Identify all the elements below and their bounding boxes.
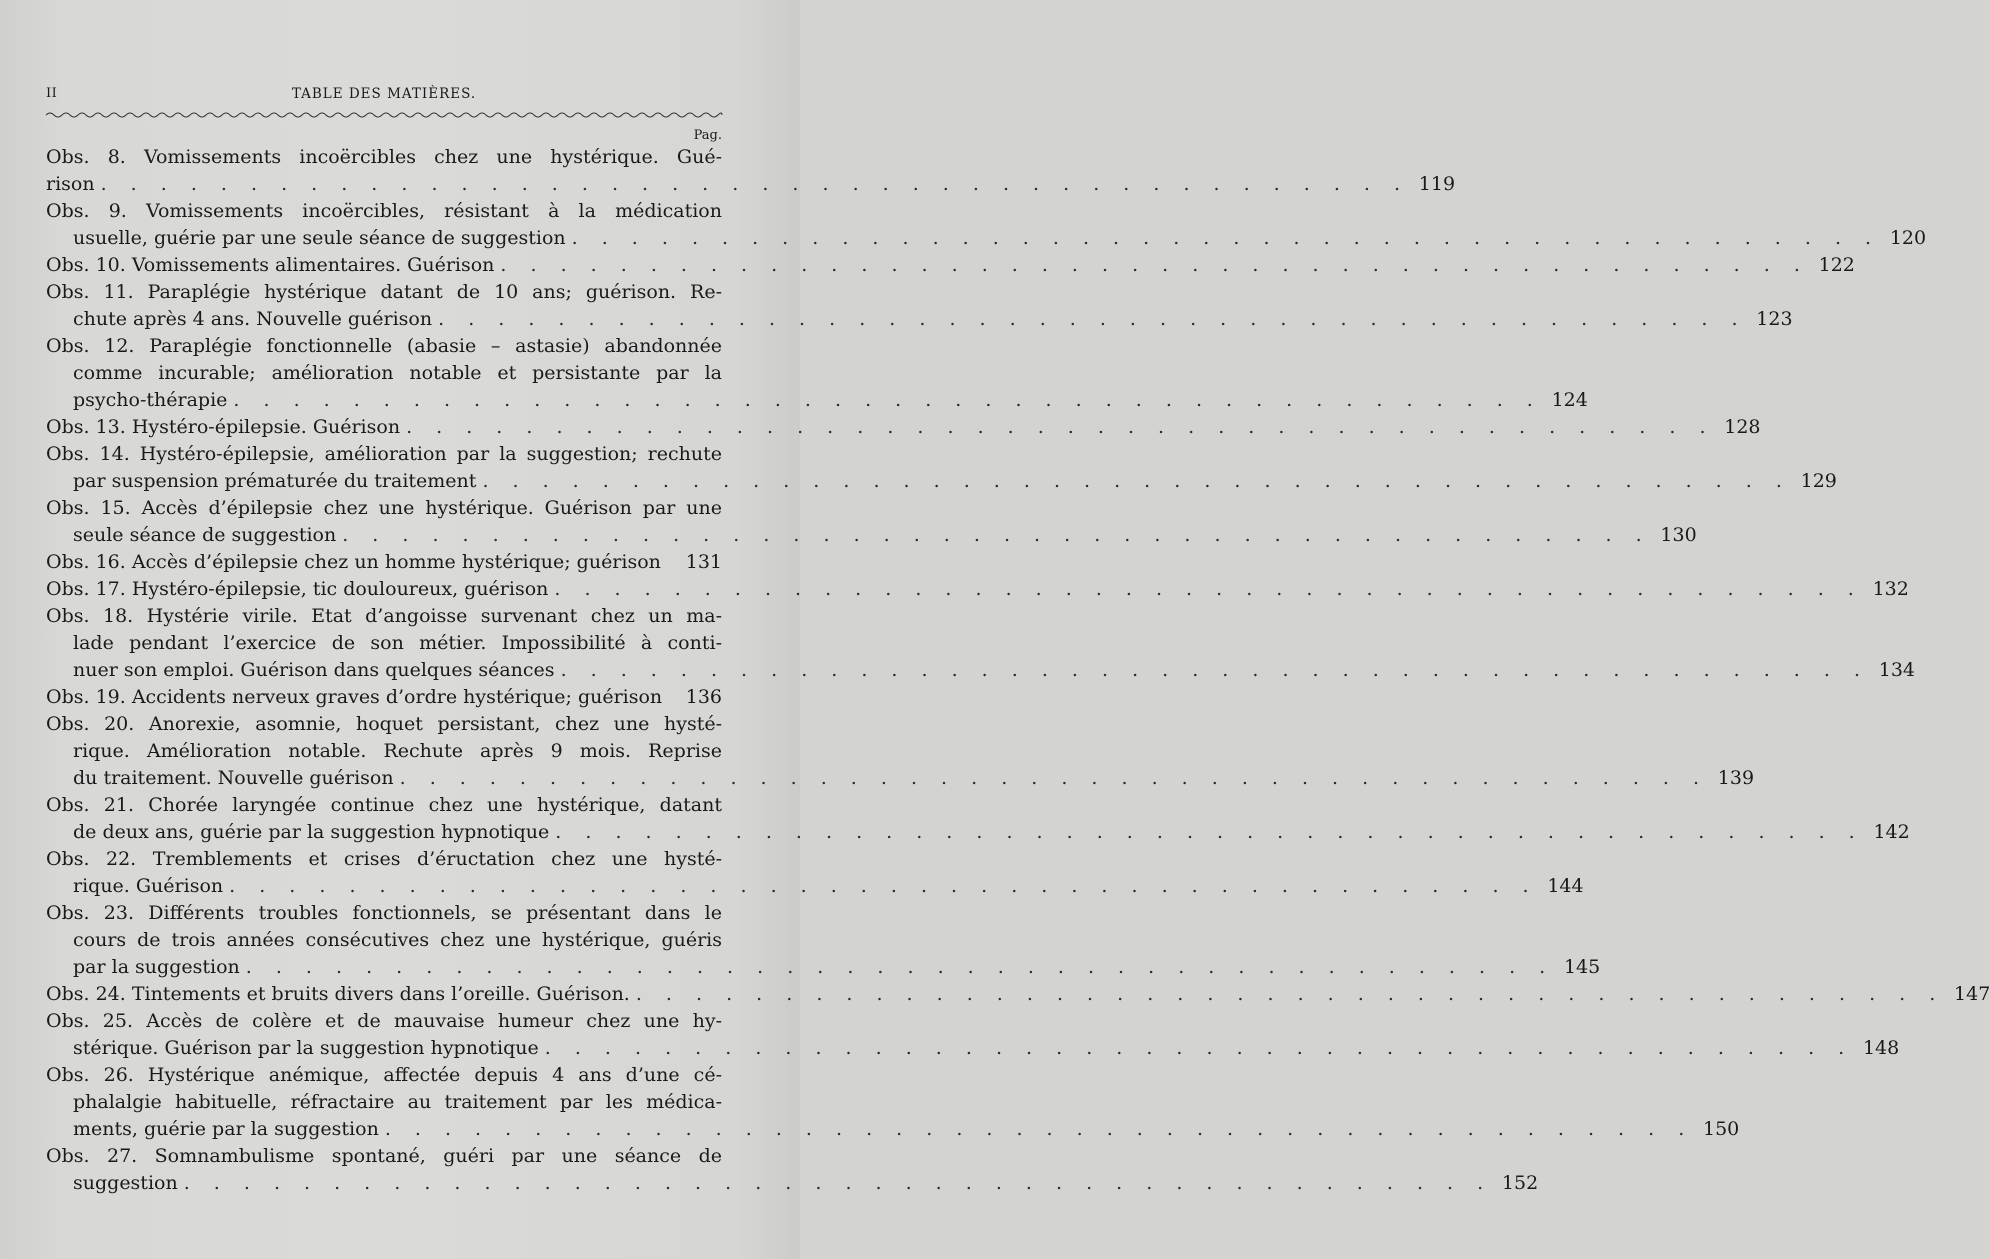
toc-page-number: 148 [1862,1037,1900,1059]
toc-entry-text: par suspension prématurée du traitement [73,470,477,492]
toc-line [46,414,1761,441]
toc-line [46,765,1755,792]
toc-entry-text: Obs. 26. Hystérique anémique, affectée depuis 4 ans d’une cé- [46,1064,722,1086]
toc-entry-text: Obs. 22. Tremblements et crises d’éructation chez une hysté- [46,848,722,870]
toc-line [46,1035,1900,1062]
dot-leader: . . . . . . . . . . . . . . . . . . . . . . . . . . . . . . . . . . . . . . . . . . . . [482,470,1791,492]
toc-entry-text: Obs. 8. Vomissements incoërcibles chez une hystérique. Gué- [46,146,722,168]
toc-page-number: 123 [1756,308,1793,330]
toc-entry-text: psycho-thérapie [73,389,228,411]
toc-line [46,630,722,657]
toc-entry-text: de deux ans, guérie par la suggestion hypnotique [73,821,550,843]
toc-line [46,549,722,576]
toc-line [46,846,722,873]
toc-page-number: 124 [1551,389,1588,411]
dot-leader: . . . . . . . . . . . . . . . . . . . . . . . . . . . . . . . . . . . . . . . . . . . . [554,578,1863,600]
toc-line [46,495,722,522]
toc-entry-text: rison [46,173,95,195]
toc-entry-text: rique. Guérison [73,875,224,897]
toc-entry-text: Obs. 18. Hystérie virile. Etat d’angoisse survenant chez un ma- [46,605,722,627]
toc-entry-text: rique. Amélioration notable. Rechute après 9 mois. Reprise [73,740,722,762]
toc-entry-text: Obs. 17. Hystéro-épilepsie, tic douloureux, guérison [46,578,549,600]
dot-leader: . . . . . . . . . . . . . . . . . . . . . . . . . . . . . . . . . . . . . . . . . . . . [399,767,1709,789]
dot-leader: . . . . . . . . . . . . . . . . . . . . . . . . . . . . . . . . . . . . . . . . . . . . [233,389,1542,411]
toc-entry-text: Obs. 12. Paraplégie fonctionnelle (abasie – astasie) abandonnée [46,335,722,357]
toc-line [46,360,722,387]
dot-leader: . . . . . . . . . . . . . . . . . . . . . . . . . . . . . . . . . . . . . . . . . . . . [100,173,1410,195]
toc-line [46,387,1588,414]
toc-line [46,576,1909,603]
toc-entry-text: comme incurable; amélioration notable et persistante par la [73,362,722,384]
toc-line [46,171,1456,198]
toc-line [46,900,722,927]
toc-line [46,441,722,468]
toc-entry-text: Obs. 9. Vomissements incoërcibles, résistant à la médication [46,200,722,222]
running-head [46,86,722,108]
toc-page-number: 144 [1547,875,1584,897]
toc-entry-text: Obs. 16. Accès d’épilepsie chez un homme hystérique; guérison [46,551,661,573]
toc-line [46,819,1910,846]
dot-leader: . . . . . . . . . . . . . . . . . . . . . . . . . . . . . . . . . . . . . . . . . . . . [183,1172,1493,1194]
toc-line [46,1008,722,1035]
toc-line [46,792,722,819]
toc-line [46,468,1837,495]
dot-leader: . . . . . . . . . . . . . . . . . . . . . . . . . . . . . . . . . . . . . . . . . . . . [555,821,1864,843]
toc-line [46,279,722,306]
page-column-label: Pag. [693,128,722,143]
toc-page-number: 131 [685,551,722,573]
toc-entry-text: Obs. 23. Différents troubles fonctionnels, se présentant dans le [46,902,722,924]
toc-entry-text: Obs. 25. Accès de colère et de mauvaise humeur chez une hy- [46,1010,722,1032]
toc-entry-text: seule séance de suggestion [73,524,337,546]
toc-line [46,522,1697,549]
toc-page-number: 119 [1418,173,1456,195]
toc-page-number: 147 [1954,983,1990,1005]
toc-entry-text: Obs. 27. Somnambulisme spontané, guéri par une séance de [46,1145,722,1167]
toc-page-number: 145 [1563,956,1601,978]
toc-entry-text: Obs. 19. Accidents nerveux graves d’ordre hystérique; guérison [46,686,663,708]
toc-entry-text: Obs. 14. Hystéro-épilepsie, amélioration par la suggestion; rechute [46,443,722,465]
dot-leader: . . . . . . . . . . . . . . . . . . . . . . . . . . . . . . . . . . . . . . . . . . . . [500,254,1809,276]
dot-leader: . . . . . . . . . . . . . . . . . . . . . . . . . . . . . . . . . . . . . . . . . . . . [544,1037,1854,1059]
toc-line [46,657,1916,684]
toc-line [46,684,722,711]
toc-line [46,873,1584,900]
toc-page-number: 128 [1724,416,1761,438]
toc-line [46,198,722,225]
toc-entry-text: Obs. 21. Chorée laryngée continue chez une hystérique, datant [46,794,722,816]
toc-entry-text: nuer son emploi. Guérison dans quelques séances [73,659,555,681]
toc-entry-text: Obs. 11. Paraplégie hystérique datant de 10 ans; guérison. Re- [46,281,722,303]
table-of-contents [46,144,1990,1197]
dot-leader: . . . . . . . . . . . . . . . . . . . . . . . . . . . . . . . . . . . . . . . . . . . . [342,524,1651,546]
toc-line [46,927,722,954]
toc-page-number: 150 [1703,1118,1740,1140]
toc-line [46,225,1927,252]
toc-line [46,738,722,765]
toc-line [46,1089,722,1116]
toc-entry-text: Obs. 24. Tintements et bruits divers dans l’oreille. Guérison. [46,983,630,1005]
toc-page-number: 152 [1501,1172,1539,1194]
toc-page-number: 142 [1873,821,1910,843]
toc-line [46,603,722,630]
page-number: II [46,86,58,101]
toc-page-number: 134 [1878,659,1916,681]
toc-line [46,333,722,360]
toc-entry-text: usuelle, guérie par une seule séance de suggestion [73,227,566,249]
toc-page-number: 130 [1660,524,1697,546]
toc-line [46,1170,1539,1197]
toc-line [46,1116,1740,1143]
dot-leader: . . . . . . . . . . . . . . . . . . . . . . . . . . . . . . . . . . . . . . . . . . . . [229,875,1538,897]
toc-line [46,954,1601,981]
running-title: TABLE DES MATIÈRES. [291,86,477,102]
wavy-rule [46,110,722,120]
toc-entry-text: cours de trois années consécutives chez une hystérique, guéris [73,929,722,951]
dot-leader: . . . . . . . . . . . . . . . . . . . . . . . . . . . . . . . . . . . . . . . . . . . . [406,416,1715,438]
toc-line [46,981,1990,1008]
toc-entry-text: Obs. 13. Hystéro-épilepsie. Guérison [46,416,401,438]
toc-page-number: 122 [1818,254,1855,276]
toc-line [46,711,722,738]
dot-leader: . . . . . . . . . . . . . . . . . . . . . . . . . . . . . . . . . . . . . . . . . . . . [438,308,1747,330]
toc-line [46,306,1793,333]
toc-entry-text: phalalgie habituelle, réfractaire au traitement par les médica- [73,1091,722,1113]
dot-leader: . . . . . . . . . . . . . . . . . . . . . . . . . . . . . . . . . . . . . . . . . . . . [571,227,1881,249]
toc-entry-text: chute après 4 ans. Nouvelle guérison [73,308,433,330]
toc-entry-text: du traitement. Nouvelle guérison [73,767,394,789]
dot-leader: . . . . . . . . . . . . . . . . . . . . . . . . . . . . . . . . . . . . . . . . . . . . [635,983,1945,1005]
toc-line [46,1143,722,1170]
toc-page-number: 120 [1889,227,1927,249]
toc-page-number: 129 [1800,470,1837,492]
toc-entry-text: stérique. Guérison par la suggestion hypnotique [73,1037,539,1059]
toc-line [46,1062,722,1089]
toc-line [46,144,722,171]
toc-page-number: 132 [1872,578,1909,600]
toc-page-number: 136 [685,686,722,708]
toc-page-number: 139 [1717,767,1755,789]
dot-leader: . . . . . . . . . . . . . . . . . . . . . . . . . . . . . . . . . . . . . . . . . . . . [560,659,1870,681]
dot-leader: . . . . . . . . . . . . . . . . . . . . . . . . . . . . . . . . . . . . . . . . . . . . [245,956,1555,978]
toc-entry-text: par la suggestion [73,956,240,978]
toc-entry-text: suggestion [73,1172,178,1194]
toc-line [46,252,1855,279]
dot-leader: . . . . . . . . . . . . . . . . . . . . . . . . . . . . . . . . . . . . . . . . . . . . [384,1118,1694,1140]
toc-entry-text: Obs. 15. Accès d’épilepsie chez une hystérique. Guérison par une [46,497,722,519]
toc-entry-text: ments, guérie par la suggestion [73,1118,379,1140]
toc-entry-text: Obs. 10. Vomissements alimentaires. Guérison [46,254,495,276]
toc-entry-text: Obs. 20. Anorexie, asomnie, hoquet persistant, chez une hysté- [46,713,722,735]
toc-entry-text: lade pendant l’exercice de son métier. Impossibilité à conti- [73,632,722,654]
